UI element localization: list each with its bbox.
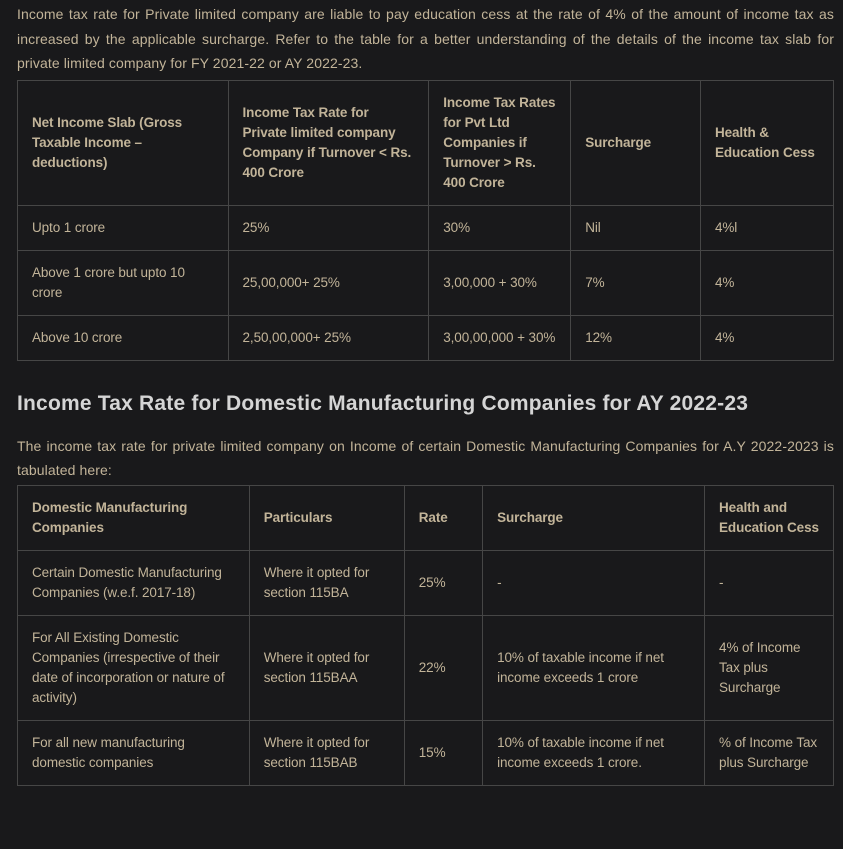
cell-company-type: For All Existing Domestic Companies (irrespective of their date of incorporation or nature of activity) (18, 615, 250, 720)
table-header-row (18, 485, 834, 550)
header-rate: Rate (404, 485, 482, 550)
table-row (18, 720, 834, 785)
income-tax-slab-table (17, 80, 834, 361)
cell-cess: % of Income Tax plus Surcharge (705, 720, 834, 785)
cell-cess: - (705, 550, 834, 615)
header-health-education-cess: Health & Education Cess (700, 80, 833, 205)
cell-rate: 22% (404, 615, 482, 720)
header-domestic-manufacturing: Domestic Manufacturing Companies (18, 485, 250, 550)
header-surcharge: Surcharge (571, 80, 701, 205)
intro-paragraph: Income tax rate for Private limited company are liable to pay education cess at the rate of 4% of the amount of income tax as increased by the applicable surcharge. Refer to the table for a better understanding of the details of the income tax slab for private limited company for FY 2021-22 or AY 2022-23. (17, 6, 834, 71)
table-row (18, 315, 834, 360)
table-row (18, 615, 834, 720)
cell-rate-below: 25,00,000+ 25% (228, 250, 429, 315)
cell-surcharge: 10% of taxable income if net income exceeds 1 crore. (483, 720, 705, 785)
cell-particulars: Where it opted for section 115BAB (249, 720, 404, 785)
cell-cess: 4% of Income Tax plus Surcharge (705, 615, 834, 720)
section-heading: Income Tax Rate for Domestic Manufacturing Companies for AY 2022-23 (17, 391, 749, 415)
cell-company-type: For all new manufacturing domestic companies (18, 720, 250, 785)
cell-company-type: Certain Domestic Manufacturing Companies (w.e.f. 2017-18) (18, 550, 250, 615)
cell-rate-below: 25% (228, 205, 429, 250)
cell-cess: 4%l (700, 205, 833, 250)
header-health-education-cess: Health and Education Cess (705, 485, 834, 550)
slab-table-body (18, 205, 834, 360)
manufacturing-companies-table (17, 485, 834, 786)
cell-rate-above: 30% (429, 205, 571, 250)
cell-surcharge: 12% (571, 315, 701, 360)
slab-table-header (18, 80, 834, 205)
table-row (18, 250, 834, 315)
cell-rate: 15% (404, 720, 482, 785)
header-rate-below-400cr: Income Tax Rate for Private limited company Company if Turnover < Rs. 400 Crore (228, 80, 429, 205)
header-surcharge: Surcharge (483, 485, 705, 550)
cell-cess: 4% (700, 250, 833, 315)
header-particulars: Particulars (249, 485, 404, 550)
table-row (18, 550, 834, 615)
cell-rate-below: 2,50,00,000+ 25% (228, 315, 429, 360)
table-header-row (18, 80, 834, 205)
cell-rate: 25% (404, 550, 482, 615)
cell-rate-above: 3,00,00,000 + 30% (429, 315, 571, 360)
mfg-table-body (18, 550, 834, 785)
cell-cess: 4% (700, 315, 833, 360)
cell-surcharge: - (483, 550, 705, 615)
cell-particulars: Where it opted for section 115BAA (249, 615, 404, 720)
section-paragraph: The income tax rate for private limited company on Income of certain Domestic Manufacturing Companies for A.Y 2022-2023 is tabulated here: (17, 437, 834, 478)
cell-surcharge: 7% (571, 250, 701, 315)
cell-surcharge: Nil (571, 205, 701, 250)
cell-slab: Above 10 crore (18, 315, 229, 360)
header-net-income-slab: Net Income Slab (Gross Taxable Income – deductions) (18, 80, 229, 205)
cell-particulars: Where it opted for section 115BA (249, 550, 404, 615)
cell-slab: Above 1 crore but upto 10 crore (18, 250, 229, 315)
cell-surcharge: 10% of taxable income if net income exceeds 1 crore (483, 615, 705, 720)
cell-rate-above: 3,00,000 + 30% (429, 250, 571, 315)
table-row (18, 205, 834, 250)
mfg-table-header (18, 485, 834, 550)
cell-slab: Upto 1 crore (18, 205, 229, 250)
header-rate-above-400cr: Income Tax Rates for Pvt Ltd Companies if Turnover > Rs. 400 Crore (429, 80, 571, 205)
